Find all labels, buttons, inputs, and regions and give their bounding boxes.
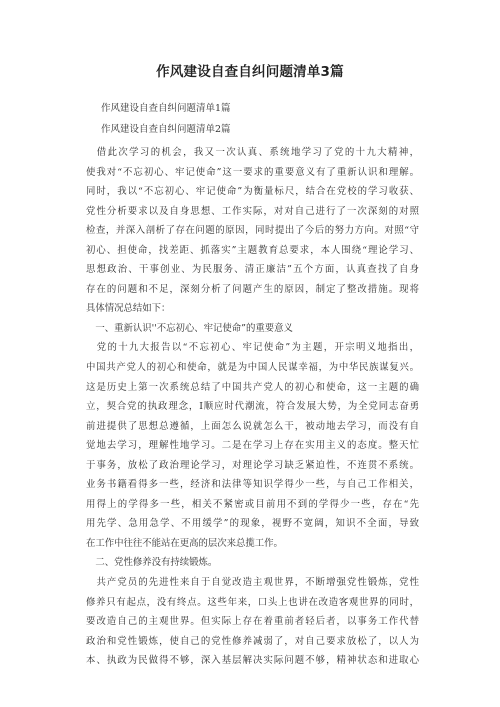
- body-line: 思想政治、干事创业、为民服务、清正廉洁”五个方面，认真查找了自身: [86, 264, 419, 276]
- body-line: 用得上的学得多一些，相关不紧密或目前用不到的学得少一些，存在“先: [86, 498, 419, 510]
- body-line: 使我对“不忘初心、牢记使命”这一要求的重要意义有了重新认识和理解。: [86, 166, 419, 178]
- body-line: 党的十九大报告以“不忘初心、牢记使命”为主题，开宗明义地指出，: [86, 342, 419, 354]
- body-line: 觉地去学习，理解性地学习。二是在学习上存在实用主义的态度。整天忙: [86, 440, 419, 452]
- body-line: 中国共产党人的初心和使命，就是为中国人民谋幸福，为中华民族谋复兴。: [86, 362, 419, 374]
- body-line: 党性分析要求以及自身思想、工作实际，对对自己进行了一次深刻的对照: [86, 205, 419, 217]
- body-line: 前进提供了思想总遵循，上面怎么说就怎么干，被动地去学习，而没有自: [86, 420, 419, 432]
- body-line: 立，契合党的执政理念，I顺应时代潮流，符合发展大势，为全党同志奋勇: [86, 401, 419, 413]
- body-line: 要改造自己的主观世界。但实际上存在着重前者轻后者，以事务工作代替: [86, 616, 419, 628]
- body-line: 共产党员的先进性来自于自觉改造主观世界，不断增强党性锻炼，党性: [86, 577, 419, 589]
- body-line: 初心、担使命，找差距、抓落实”主题教育总要求，本人围绕“理论学习、: [86, 244, 419, 256]
- body-line: 同时，我以“不忘初心、牢记使命”为衡量标尺，结合在党校的学习收获、: [86, 186, 419, 198]
- body-line: 在工作中往往不能站在更高的层次来总揽工作。: [86, 537, 283, 549]
- section-heading-1: 一、重新认识''不忘初心、牢记使命”的重要意义: [86, 322, 293, 334]
- body-line: 借此次学习的机会，我又一次认真、系统地学习了党的十九大精神，: [86, 147, 419, 158]
- section-heading-2: 二、党性修养没有持续锻炼。: [86, 557, 218, 569]
- body-text: [86, 143, 419, 671]
- body-line: 于事务，放松了政治理论学习，对理论学习缺乏紧迫性，不连贯不系统。: [86, 459, 419, 471]
- body-line: 这是历史上第一次系统总结了中国共产党人的初心和使命，这一主题的确: [86, 381, 419, 393]
- toc-item-1: 作风建设自查自纠问题清单1篇: [101, 103, 231, 114]
- body-line: 修养只有起点，没有终点。这些年来，口头上也讲在改造客观世界的同时，: [86, 596, 419, 608]
- body-line: 具体情况总结如下：: [86, 303, 171, 315]
- body-line: 存在的问题和不足，深刻分析了问题产生的原因，制定了整改措施。现将: [86, 283, 419, 295]
- body-line: 本、执政为民做得不够，深入基层解决实际问题不够，精神状态和进取心: [86, 655, 419, 667]
- body-line: 用先学、急用急学、不用缓学”的现象，视野不宽阔，知识不全面，导致: [86, 518, 419, 530]
- toc-item-2: 作风建设自查自纠问题清单2篇: [101, 124, 231, 135]
- body-line: 业务书籍看得多一些，经济和法律等知识学得少一些，与自己工作相关，: [86, 479, 419, 491]
- page-title: 作风建设自查自纠问题清单3篇: [156, 64, 344, 80]
- body-line: 政治和党性锻炼，使自己的党性修养减弱了，对自己要求放松了，以人为: [86, 635, 419, 647]
- body-line: 检查，并深入剖析了存在问题的原因，同时提出了今后的努力方向。对照“守: [86, 225, 419, 237]
